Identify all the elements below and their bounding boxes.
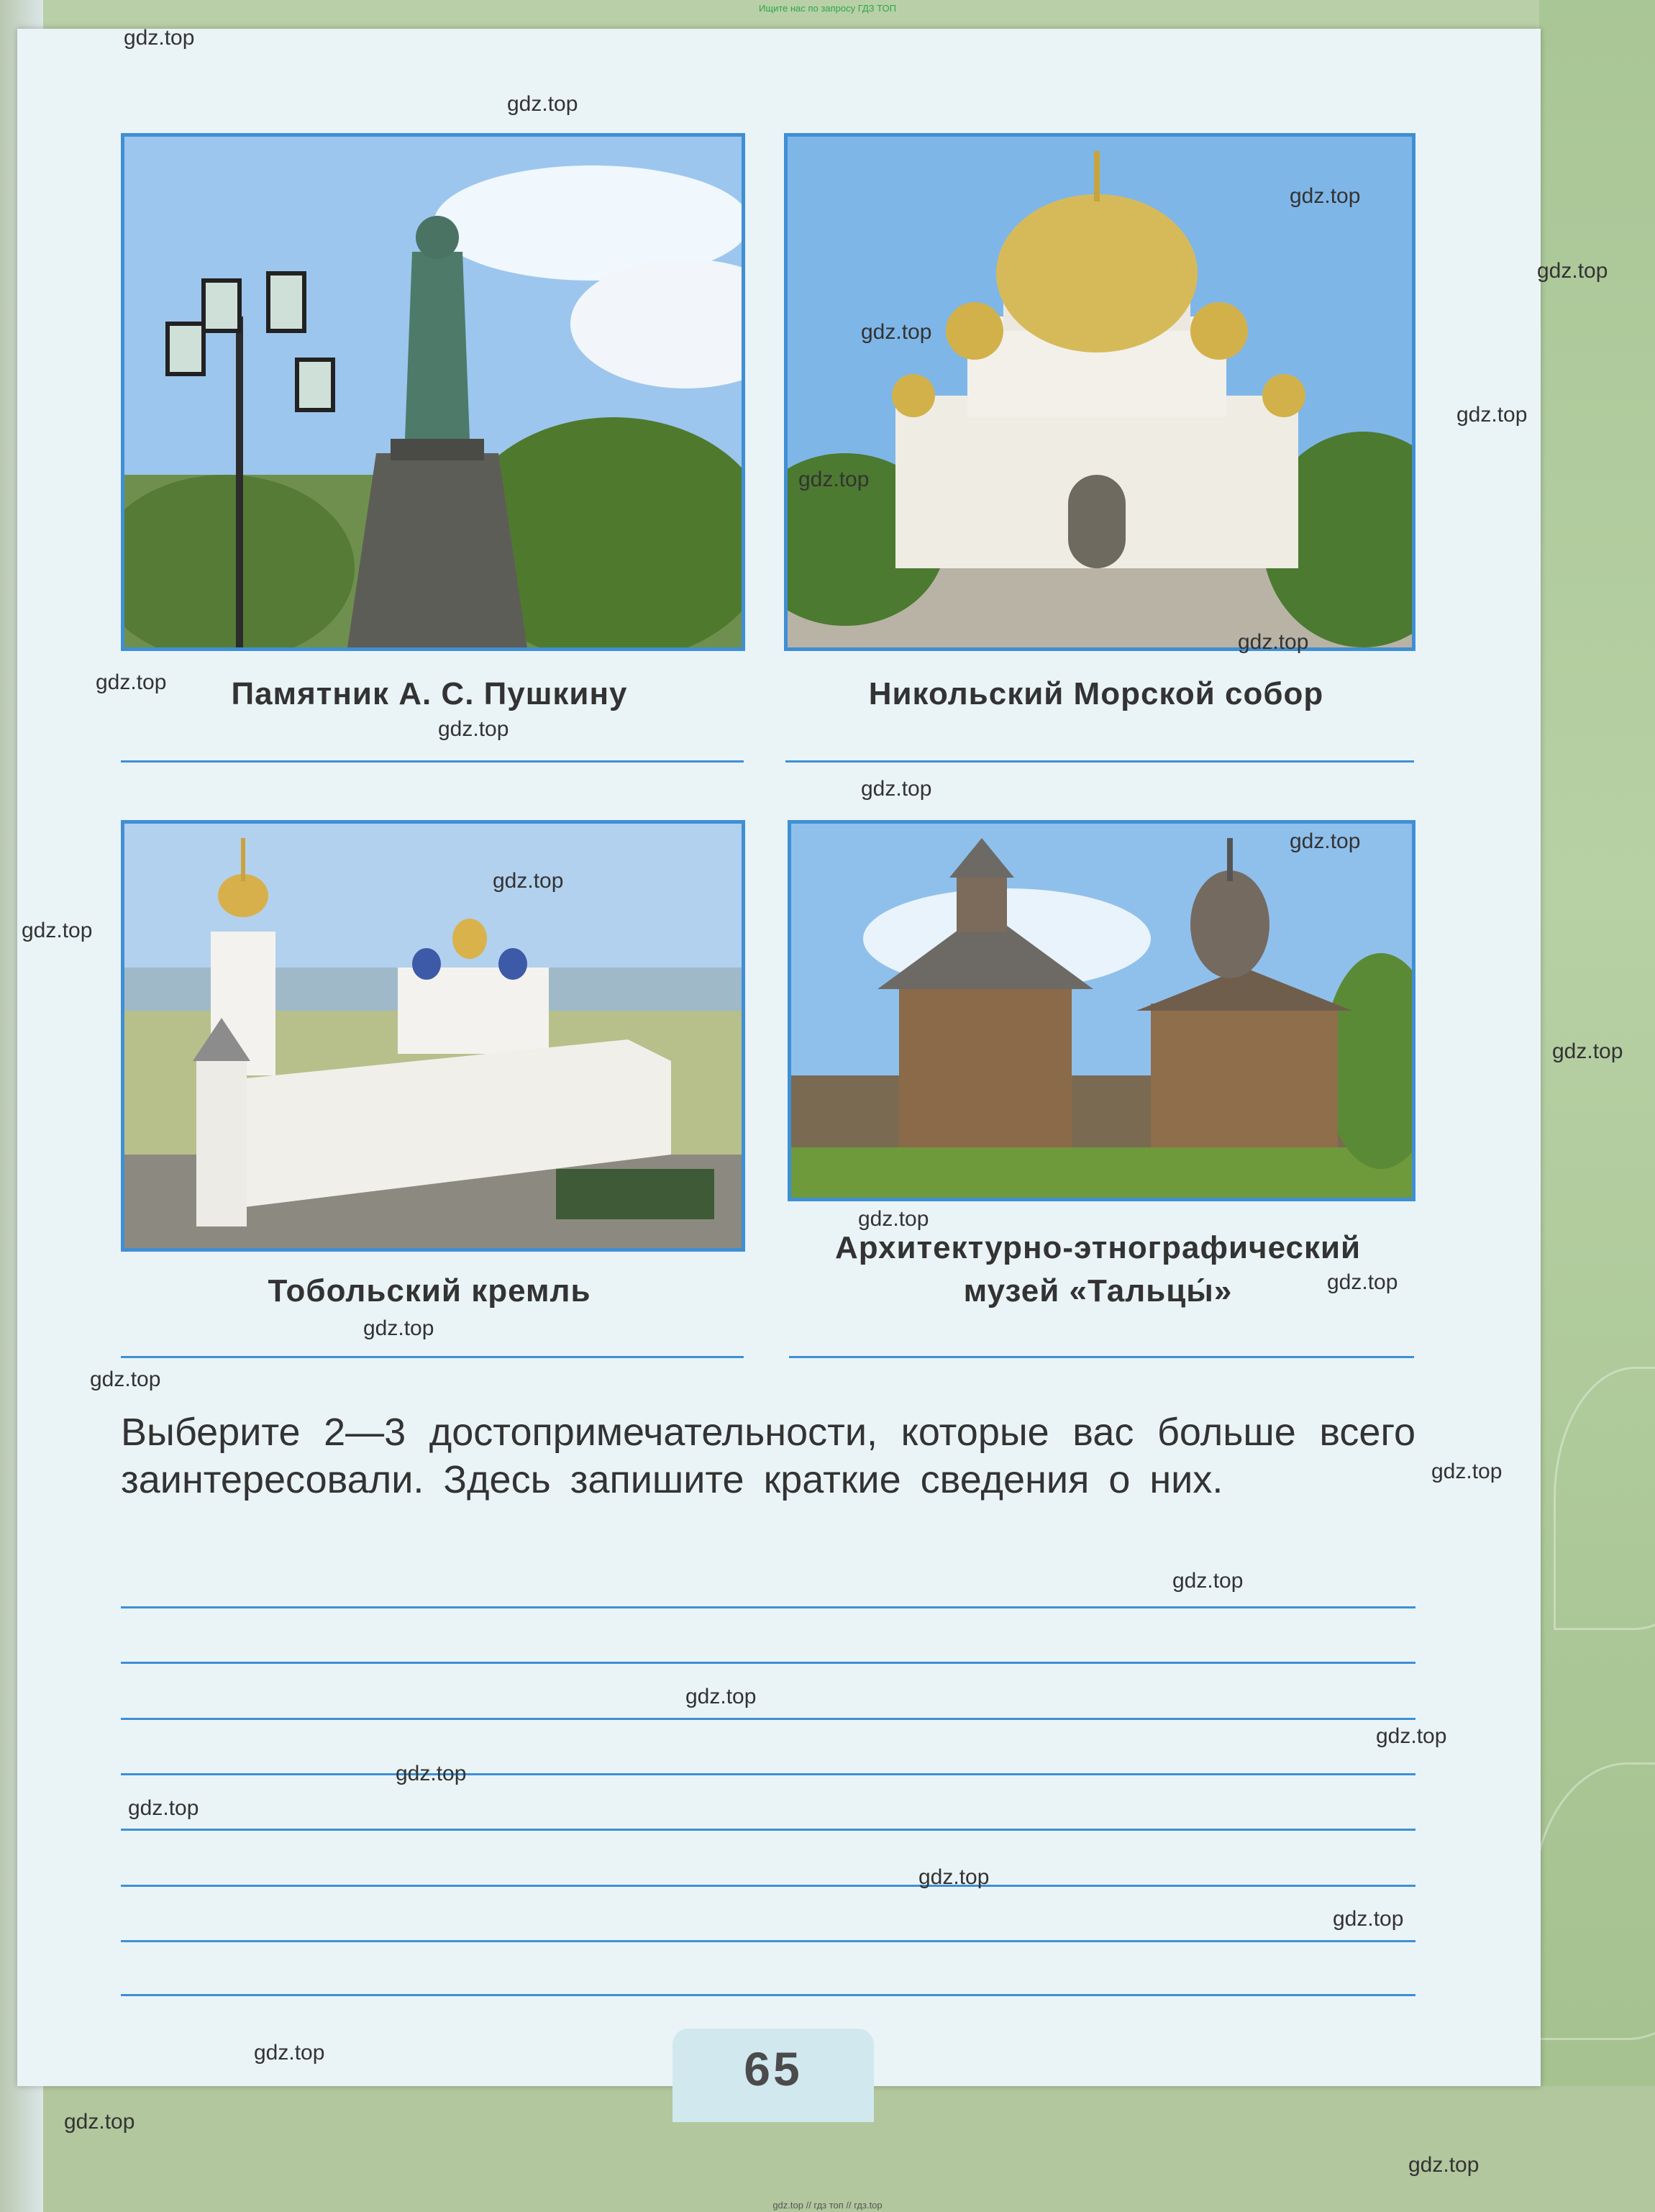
writing-line[interactable] [121,1994,1415,1996]
writing-line[interactable] [121,1718,1415,1720]
caption-taltsy-line2: музей «Тальцы́» [963,1273,1233,1308]
photo-tobolsk-kremlin [121,820,745,1252]
watermark: gdz.top [396,1762,467,1785]
caption-taltsy-line1: Архитектурно-этнографический [834,1230,1362,1265]
watermark: gdz.top [798,468,870,491]
watermark: gdz.top [858,1207,929,1231]
watermark: gdz.top [124,26,195,50]
watermark: gdz.top [1552,1039,1623,1063]
writing-line[interactable] [121,1773,1415,1775]
watermark: gdz.top [1408,2153,1480,2177]
writing-line[interactable] [121,1940,1415,1942]
watermark: gdz.top [1537,259,1608,283]
watermark: gdz.top [438,717,509,741]
caption-pushkin: Памятник А. С. Пушкину [231,676,628,711]
watermark: gdz.top [1333,1907,1404,1931]
answer-line-tobolsk[interactable] [121,1356,744,1358]
watermark: gdz.top [1290,184,1361,208]
footer-note: gdz.top // гдз топ // гдз.top [772,2200,883,2211]
watermark: gdz.top [685,1685,757,1708]
caption-nikolsky: Никольский Морской собор [868,676,1324,711]
answer-line-nikolsky[interactable] [785,760,1414,763]
watermark: gdz.top [1172,1569,1244,1593]
caption-tobolsk: Тобольский кремль [268,1273,591,1308]
watermark: gdz.top [1431,1460,1503,1483]
watermark: gdz.top [90,1367,161,1391]
watermark: gdz.top [918,1865,990,1889]
nikolsky-cathedral-image [788,137,1412,647]
watermark: gdz.top [96,670,167,694]
watermark: gdz.top [22,919,93,942]
watermark: gdz.top [1238,630,1309,654]
watermark: gdz.top [861,320,932,344]
writing-line[interactable] [121,1662,1415,1664]
photo-taltsy-museum [788,820,1415,1201]
watermark: gdz.top [861,777,932,801]
watermark: gdz.top [493,869,564,893]
page-number: 65 [744,2042,803,2095]
watermark: gdz.top [363,1316,434,1340]
watermark: gdz.top [1327,1270,1398,1294]
watermark: gdz.top [507,92,578,116]
tobolsk-kremlin-image [124,824,742,1248]
watermark: gdz.top [64,2110,135,2134]
photo-pushkin-monument [121,133,745,651]
watermark: gdz.top [1290,829,1361,853]
header-note: Ищите нас по запросу ГДЗ ТОП [759,3,896,14]
task-instruction: Выберите 2—3 достопримечательности, которые вас больше всего заинтересовали. Здесь запишите краткие сведения о них. [121,1411,1415,1501]
watermark: gdz.top [1456,403,1528,427]
pushkin-monument-image [124,137,742,647]
watermark: gdz.top [128,1796,199,1820]
answer-line-pushkin[interactable] [121,760,744,763]
writing-line[interactable] [121,1829,1415,1831]
taltsy-museum-image [791,824,1412,1198]
photo-nikolsky-cathedral [784,133,1415,651]
answer-line-taltsy[interactable] [789,1356,1414,1358]
watermark: gdz.top [1376,1724,1447,1748]
watermark: gdz.top [254,2041,325,2065]
writing-line[interactable] [121,1885,1415,1887]
writing-line[interactable] [121,1606,1415,1608]
